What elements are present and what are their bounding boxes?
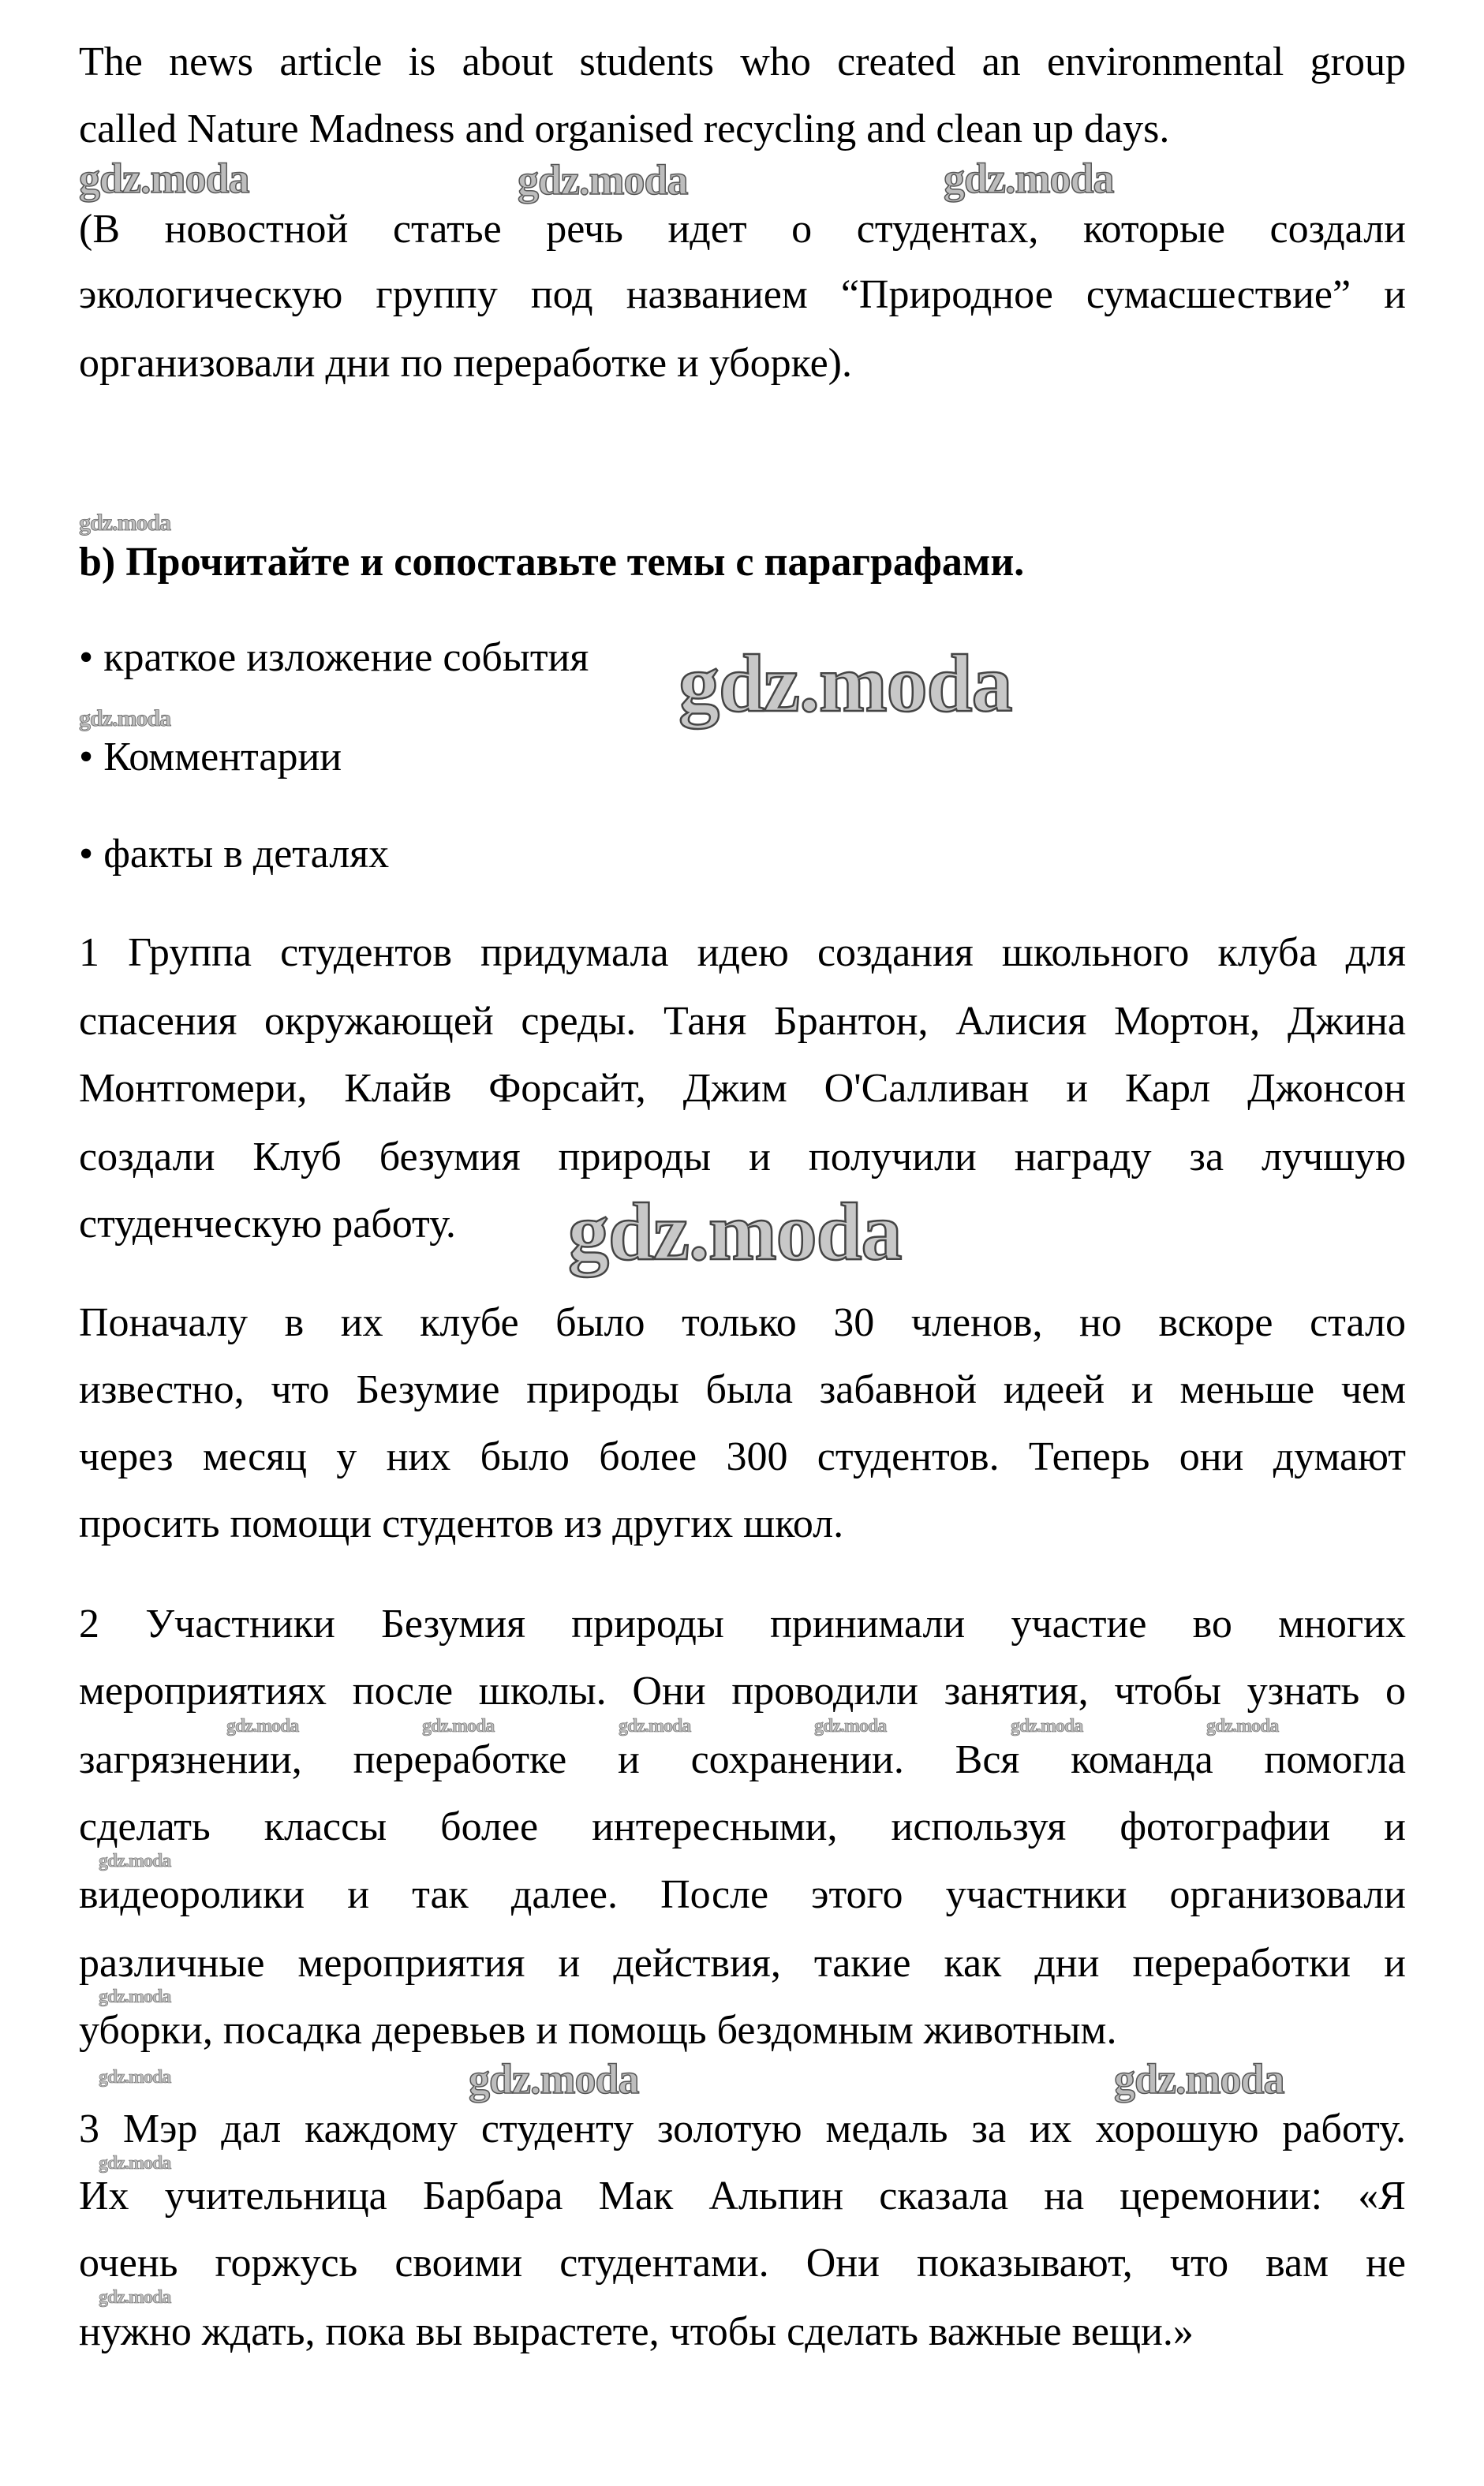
watermark: gdz.moda xyxy=(79,705,171,731)
paragraph-line: создали Клуб безумия природы и получили награду за лучшую xyxy=(79,1135,1406,1179)
paragraph-line: 3 Мэр дал каждому студенту золотую медаль за их хорошую работу. xyxy=(79,2107,1406,2151)
paragraph-line: через месяц у них было более 300 студентов. Теперь они думают xyxy=(79,1434,1406,1479)
answer-ru-line: организовали дни по переработке и уборке). xyxy=(79,341,853,386)
watermark: gdz.moda xyxy=(99,2153,171,2174)
answer-ru-line: экологическую группу под названием “Природное сумасшествие” и xyxy=(79,272,1406,317)
paragraph-line: нужно ждать, пока вы вырастете, чтобы сделать важные вещи.» xyxy=(79,2309,1194,2354)
paragraph-line: 1 Группа студентов придумала идею создания школьного клуба для xyxy=(79,930,1406,975)
watermark: gdz.moda xyxy=(79,510,171,536)
watermark: gdz.moda xyxy=(99,1851,171,1871)
paragraph-line: мероприятиях после школы. Они проводили занятия, чтобы узнать о xyxy=(79,1669,1406,1714)
answer-ru-line: (В новостной статье речь идет о студентах, которые создали xyxy=(79,207,1406,252)
watermark: gdz.moda xyxy=(226,1716,299,1736)
watermark: gdz.moda xyxy=(619,1716,691,1736)
paragraph-line: 2 Участники Безумия природы принимали участие во многих xyxy=(79,1602,1406,1647)
watermark: gdz.moda xyxy=(568,1187,902,1277)
paragraph-line: сделать классы более интересными, используя фотографии и xyxy=(79,1804,1406,1849)
paragraph-line: Их учительница Барбара Мак Альпин сказала на церемонии: «Я xyxy=(79,2174,1406,2219)
paragraph-line: различные мероприятия и действия, такие как дни переработки и xyxy=(79,1941,1406,1986)
watermark: gdz.moda xyxy=(79,155,249,202)
paragraph-line: просить помощи студентов из других школ. xyxy=(79,1501,844,1546)
paragraph-line: уборки, посадка деревьев и помощь бездомным животным. xyxy=(79,2008,1117,2053)
paragraph-line: очень горжусь своими студентами. Они показывают, что вам не xyxy=(79,2241,1406,2286)
watermark: gdz.moda xyxy=(99,2067,171,2088)
paragraph-line: загрязнении, переработке и сохранении. Вся команда помогла xyxy=(79,1737,1406,1782)
paragraph-line: спасения окружающей среды. Таня Брантон, Алисия Мортон, Джина xyxy=(79,999,1406,1044)
paragraph-line: известно, что Безумие природы была забавной идеей и меньше чем xyxy=(79,1367,1406,1412)
answer-en-line: called Nature Madness and organised recycling and clean up days. xyxy=(79,107,1170,151)
paragraph-line: студенческую работу. xyxy=(79,1202,456,1247)
watermark: gdz.moda xyxy=(99,1987,171,2007)
task-b-heading: b) Прочитайте и сопоставьте темы с параграфами. xyxy=(79,540,1025,585)
watermark: gdz.moda xyxy=(99,2287,171,2308)
paragraph-line: видеоролики и так далее. После этого участники организовали xyxy=(79,1872,1406,1917)
bullet-item: • факты в деталях xyxy=(79,832,390,877)
watermark: gdz.moda xyxy=(1011,1716,1083,1736)
answer-en-line: The news article is about students who created an environmental group xyxy=(79,39,1406,84)
watermark: gdz.moda xyxy=(518,156,688,204)
watermark: gdz.moda xyxy=(1206,1716,1279,1736)
paragraph-line: Монтгомери, Клайв Форсайт, Джим О'Салливан и Карл Джонсон xyxy=(79,1066,1406,1111)
bullet-item: • краткое изложение события xyxy=(79,635,589,680)
watermark: gdz.moda xyxy=(422,1716,495,1736)
watermark: gdz.moda xyxy=(944,155,1114,202)
watermark: gdz.moda xyxy=(469,2055,639,2103)
watermark: gdz.moda xyxy=(678,638,1012,729)
watermark: gdz.moda xyxy=(1114,2055,1284,2103)
paragraph-line: Поначалу в их клубе было только 30 членов, но вскоре стало xyxy=(79,1300,1406,1345)
bullet-item: • Комментарии xyxy=(79,735,342,779)
watermark: gdz.moda xyxy=(814,1716,887,1736)
